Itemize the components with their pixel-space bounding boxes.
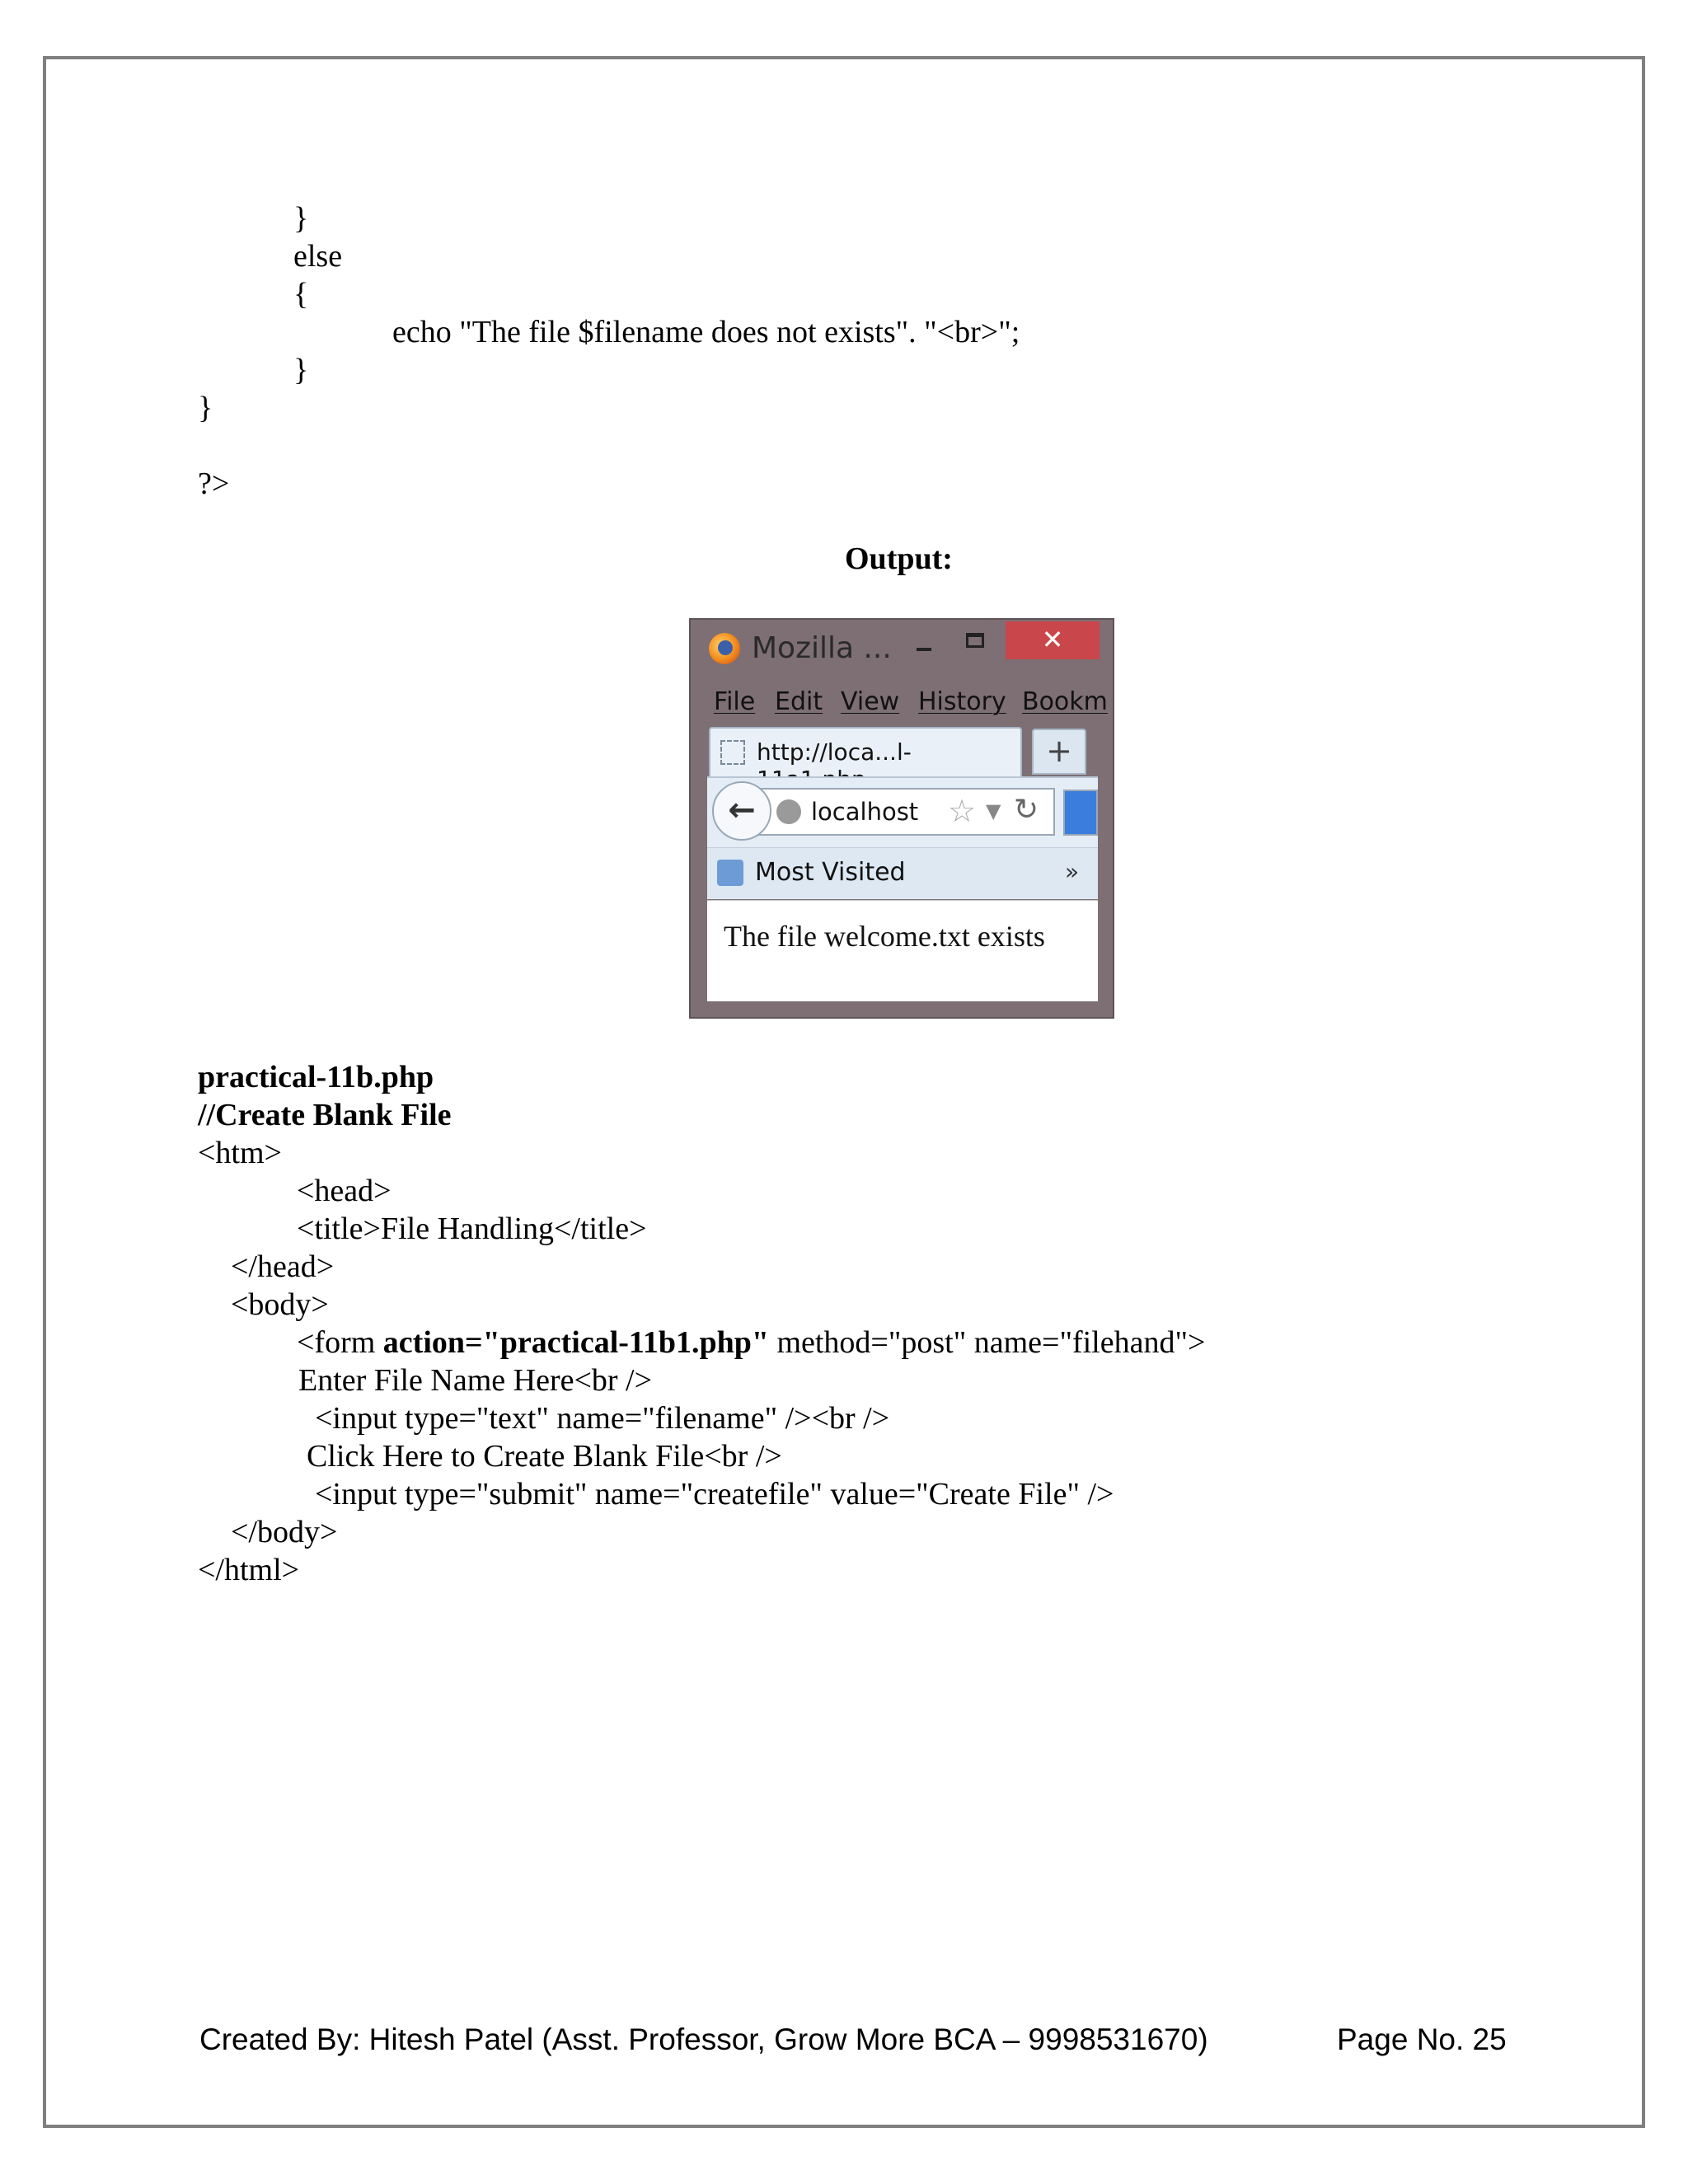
search-engine-icon[interactable] (1063, 790, 1098, 836)
code-line: Click Here to Create Blank File<br /> (307, 1439, 782, 1474)
output-heading: Output: (845, 541, 953, 576)
file-name: practical-11b.php (198, 1060, 434, 1094)
back-button[interactable]: ← (712, 781, 771, 841)
globe-icon (776, 799, 801, 824)
menu-bookmarks[interactable]: Bookm (1022, 687, 1108, 716)
browser-screenshot (689, 618, 1114, 1019)
code-line: Enter File Name Here<br /> (298, 1363, 653, 1398)
code-line: else (293, 239, 343, 274)
dropdown-icon[interactable]: ▼ (986, 799, 1001, 823)
code-line: </head> (231, 1249, 335, 1284)
code-line: <head> (297, 1174, 392, 1208)
code-line: <htm> (198, 1136, 282, 1170)
browser-titlebar (691, 620, 1113, 681)
bookmarks-toolbar (707, 847, 1098, 899)
navigation-bar (707, 776, 1098, 849)
footer-author: Created By: Hitesh Patel (Asst. Professor, Grow More BCA – 9998531670) (199, 2022, 1208, 2056)
code-line: { (293, 277, 309, 312)
code-line: </html> (198, 1553, 300, 1587)
page-icon (720, 740, 745, 765)
tab-label: http://loca...l- (757, 738, 912, 766)
code-line: <input type="submit" name="createfile" value="Create File" /> (315, 1477, 1114, 1511)
most-visited-link[interactable]: Most Visited (755, 858, 906, 887)
reload-icon[interactable]: ↻ (1014, 793, 1039, 827)
code-line: } (293, 201, 309, 236)
bookmark-folder-icon (717, 860, 743, 886)
menu-history[interactable]: History (918, 687, 1006, 716)
code-segment-bold: action="practical-11b1.php" (382, 1325, 769, 1360)
minimize-icon[interactable] (912, 625, 936, 658)
url-text: localhost (811, 798, 919, 826)
tab-strip (706, 724, 1113, 776)
code-line: ?> (198, 466, 230, 501)
tab-active[interactable] (709, 727, 1022, 778)
star-icon[interactable]: ☆ (948, 793, 977, 829)
footer-page-number: Page No. 25 (1337, 2022, 1507, 2056)
page-content (707, 900, 1098, 1001)
url-bar[interactable] (758, 788, 1055, 836)
code-segment: <form (297, 1325, 383, 1360)
new-tab-button[interactable]: + (1032, 729, 1086, 775)
code-line: } (198, 391, 213, 425)
code-line: </body> (231, 1515, 338, 1549)
browser-menubar (706, 682, 1113, 724)
code-comment: //Create Blank File (198, 1098, 452, 1132)
code-line: echo "The file $filename does not exists". "<br>"; (392, 315, 1020, 349)
window-title: Mozilla ... (752, 631, 892, 665)
maximize-icon[interactable] (966, 633, 984, 648)
code-line: <title>File Handling</title> (297, 1212, 647, 1246)
menu-file[interactable]: File (714, 687, 756, 716)
code-line: } (293, 353, 309, 387)
menu-edit[interactable]: Edit (775, 687, 823, 716)
code-segment: method="post" name="filehand"> (768, 1325, 1206, 1360)
firefox-icon (709, 633, 740, 664)
chevron-more-icon[interactable]: » (1065, 858, 1080, 885)
page-output-text: The file welcome.txt exists (724, 920, 1045, 953)
menu-view[interactable]: View (841, 687, 900, 716)
close-icon[interactable]: ✕ (1006, 621, 1100, 659)
code-line-form (297, 1324, 1205, 1361)
code-line: <body> (231, 1287, 329, 1322)
code-line: <input type="text" name="filename" /><br /> (315, 1401, 890, 1436)
